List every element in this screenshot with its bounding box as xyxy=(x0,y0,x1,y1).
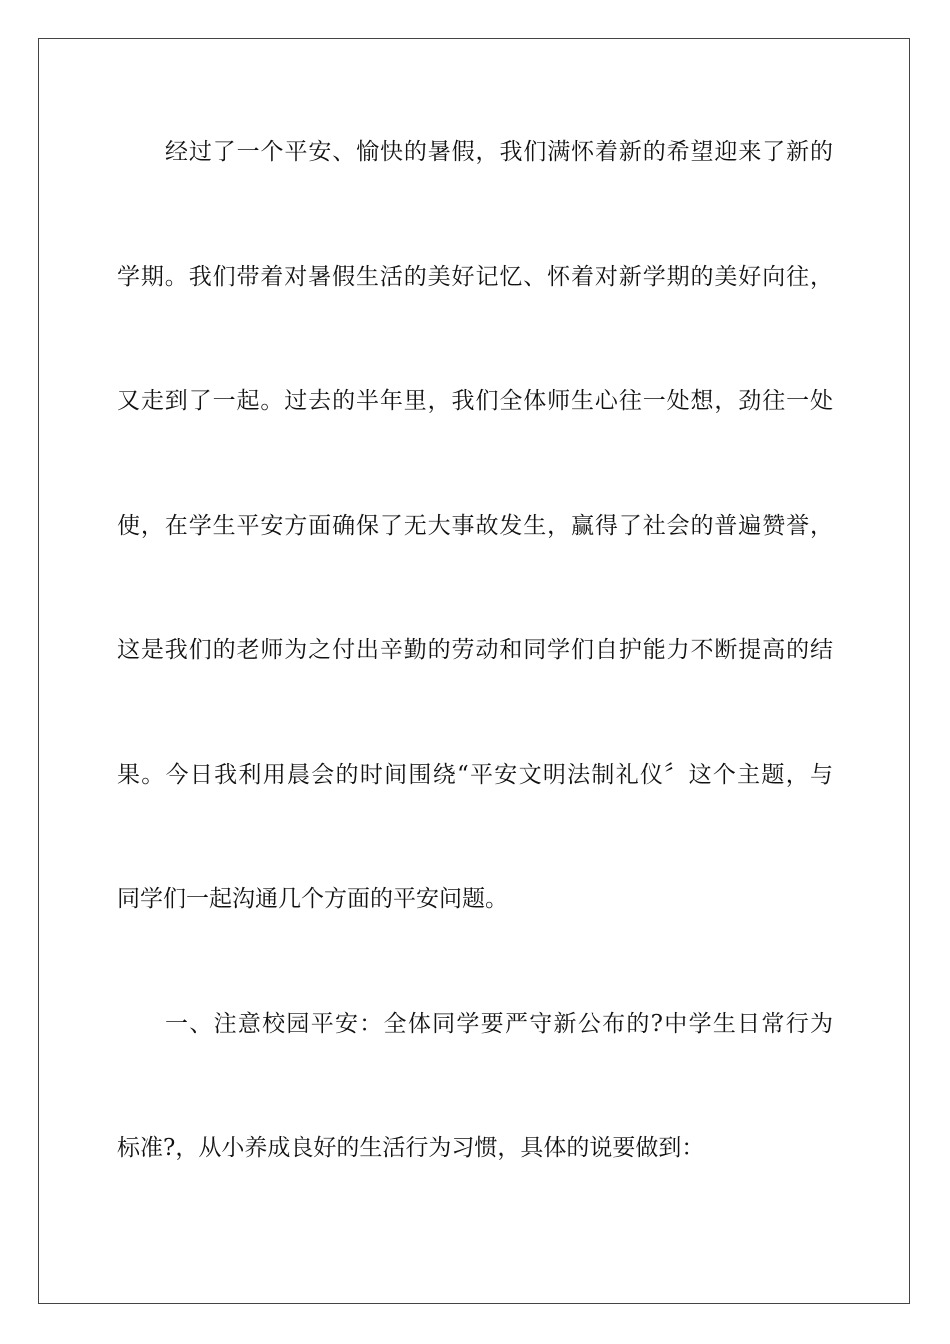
paragraph-1-line-5: 这是我们的老师为之付出辛勤的劳动和同学们自护能力不断提高的结 xyxy=(117,637,833,663)
page-border xyxy=(38,38,910,1304)
paragraph-1-line-3: 又走到了一起。过去的半年里，我们全体师生心往一处想，劲往一处 xyxy=(117,388,833,414)
paragraph-1-line-6: 果。今日我利用晨会的时间围绕“平安文明法制礼仪〞这个主题，与 xyxy=(117,762,833,788)
paragraph-1-line-1: 经过了一个平安、愉快的暑假，我们满怀着新的希望迎来了新的 xyxy=(165,139,833,165)
paragraph-1-line-2: 学期。我们带着对暑假生活的美好记忆、怀着对新学期的美好向往， xyxy=(117,264,833,290)
paragraph-1-line-7: 同学们一起沟通几个方面的平安问题。 xyxy=(117,886,508,912)
paragraph-2-line-2: 标准?，从小养成良好的生活行为习惯，具体的说要做到： xyxy=(117,1135,705,1161)
paragraph-1-line-4: 使，在学生平安方面确保了无大事故发生，赢得了社会的普遍赞誉， xyxy=(117,513,833,539)
paragraph-2-line-1: 一、注意校园平安：全体同学要严守新公布的?中学生日常行为 xyxy=(165,1011,833,1037)
